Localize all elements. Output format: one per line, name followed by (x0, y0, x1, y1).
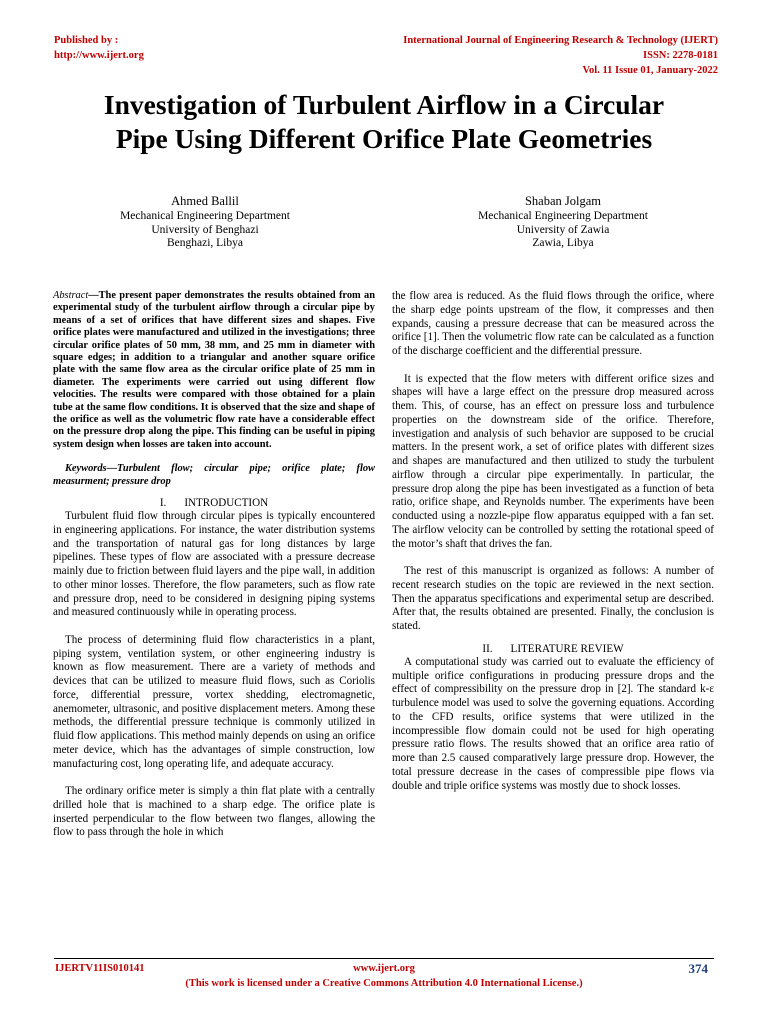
publisher-url-link[interactable]: http://www.ijert.org (54, 50, 144, 61)
author-university: University of Benghazi (151, 223, 259, 236)
left-column (53, 290, 375, 854)
body-paragraph: The process of determining fluid flow characteristics in a plant, piping system, ventilation system, or other engineering industry is known as flow measurement. There are a variety of methods and devices that can be utilized to measure fluid flows, such as Coriolis force, differential pressure, vortex shedding, electromagnetic, anemometer, ultrasonic, and positive displacement meters. Among these methods, the differential pressure technique is commonly utilized in fluid flow applications. This method mainly depends on using an orifice meter device, which has the advantages of simple construction, low manufacturing cost, long operating life, and adequate accuracy. (53, 633, 375, 770)
license-notice: (This work is licensed under a Creative Commons Attribution 4.0 International License.) (185, 978, 583, 989)
body-paragraph: A computational study was carried out to evaluate the efficiency of multiple orifice configurations in producing pressure drops and the effect of compressibility on the pressure drop in [2]. The standard k-ε turbulence model was used to solve the governing equations. According to the CFD results, orifice systems that were utilized in the incompressible flow domain could not be used for high operating pressure ratio flows. The results showed that an orifice area ratio of more than 2.5 caused comparatively large pressure drop. However, the total pressure decrease in the cases of compressible pipe flows via double and triple orifice systems was mostly due to shock losses. (392, 655, 714, 792)
paper-title (40, 88, 728, 156)
section-title: LITERATURE REVIEW (510, 642, 624, 655)
author-city: Benghazi, Libya (166, 237, 243, 249)
footer-site-text[interactable]: www.ijert.org (353, 963, 415, 974)
footer-rule (54, 958, 714, 959)
right-column (392, 290, 714, 807)
paper-title-line-1: Investigation of Turbulent Airflow in a Circular (103, 89, 665, 120)
keywords: Keywords—Turbulent flow; circular pipe; orifice plate; flow measurment; pressure drop (53, 463, 375, 487)
section-heading-literature-review (392, 642, 714, 656)
journal-header (403, 33, 718, 78)
section-number: I. (159, 497, 167, 510)
journal-issn: ISSN: 2278-0181 (643, 50, 718, 61)
journal-name: International Journal of Engineering Research & Technology (IJERT) (403, 35, 718, 46)
paper-title-line-2: Pipe Using Different Orifice Plate Geometries (115, 123, 653, 154)
body-paragraph: It is expected that the flow meters with different orifice sizes and shapes will have a large effect on the pressure drop measured across them. This, of course, has an effect on pressure loss and turbulence properties on the downstream side of the orifice. Therefore, investigation and analysis of such behavior are supposed to be crucial matters. In the present work, a set of orifice plates with different sizes and shapes are manufactured and then utilized to study the turbulent airflow through a circular pipe experimentally. In particular, the pressure drop along the pipe has been investigated as a function of beta ratio, orifice shape, and Reynolds number. The experiments have been conducted using a nozzle-pipe flow apparatus equipped with a fan set. The airflow velocity can be controlled by setting the rotational speed of the motor’s shaft that drives the fan. (392, 372, 714, 550)
author-city: Zawia, Libya (532, 237, 594, 249)
author-name: Ahmed Ballil (171, 194, 239, 208)
body-paragraph: Turbulent fluid flow through circular pipes is typically encountered in engineering applications. For instance, the water distribution systems and the transportation of natural gas for long distances by large pipelines. These types of flow are associated with a pressure decrease mainly due to friction between fluid layers and the pipe wall, in addition to other minor losses. Therefore, the flow parameters, such as flow rate and pressure drop, need to be considered in designing piping systems and measured continuously while in operating process. (53, 510, 375, 619)
author-block-1 (55, 194, 355, 251)
author-department: Mechanical Engineering Department (120, 210, 290, 222)
abstract-label: Abstract (53, 290, 89, 301)
author-university: University of Zawia (516, 223, 610, 236)
author-block-2 (413, 194, 713, 251)
publisher-label: Published by : (54, 35, 119, 46)
author-name: Shaban Jolgam (524, 194, 602, 208)
footer-site-link[interactable] (0, 963, 768, 974)
publisher-header (54, 33, 144, 63)
author-department: Mechanical Engineering Department (478, 210, 648, 222)
body-paragraph: The rest of this manuscript is organized as follows: A number of recent research studies on the topic are reviewed in the next section. Then the apparatus specifications and experimental setup are described. After that, the results obtained are presented. Finally, the conclusion is stated. (392, 565, 714, 632)
paper-id: IJERTV11IS010141 (55, 963, 145, 974)
abstract-text: —The present paper demonstrates the results obtained from an experimental study of the turbulent airflow through a circular pipe by means of a set of orifices that have different sizes and shapes. Five orifice plates were manufactured and utilized in the investigations; three circular orifice plates of 50 mm, 38 mm, and 25 mm in diameter with square edges; in addition to a triangular and another square orifice plate with the same flow area as the circular orifice plate of 25 mm in diameter. The experiments were carried out using different flow velocities. The results were compared with those obtained for a plain tube at the same flow conditions. It is observed that the size and shape of the orifice as well as the volumetric flow rate have a considerable effect on the pressure drop along the pipe. This finding can be useful in piping system design when losses are taken into account. (53, 290, 375, 450)
page-number: 374 (688, 961, 708, 976)
journal-volume: Vol. 11 Issue 01, January-2022 (582, 65, 718, 76)
body-paragraph: The ordinary orifice meter is simply a thin flat plate with a centrally drilled hole that is machined to a sharp edge. The orifice plate is inserted perpendicular to the flow between two flanges, allowing the flow to pass through the hole in which (53, 785, 375, 839)
body-paragraph: the flow area is reduced. As the fluid flows through the orifice, where the sharp edge points upstream of the flow, it compresses and then expands, causing a pressure decrease that can be measured across the orifice [1]. Then the volumetric flow rate can be calculated as a function of the discharge coefficient and the differential pressure. (392, 290, 714, 357)
section-title: INTRODUCTION (184, 497, 269, 510)
section-number: II. (482, 642, 493, 655)
section-heading-introduction (53, 496, 375, 510)
abstract (53, 290, 375, 451)
